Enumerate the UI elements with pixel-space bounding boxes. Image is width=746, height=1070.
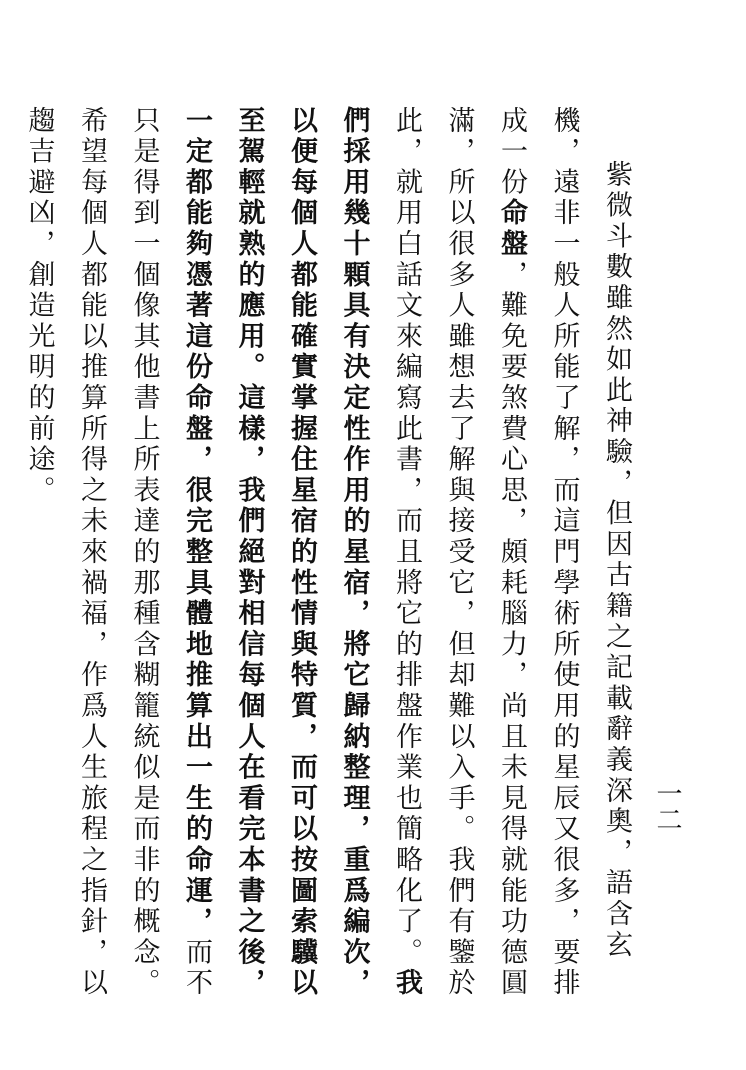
bold-text-segment: 命盤 [496,198,527,261]
text-segment: 而不只是得到一個像其他書上所表達的那種含糊籠統似是而非的概念。希望每個人都能以推算所得之未來禍福，作爲人生旅程之指針，以趨吉避凶，創造光明的前途。 [23,106,212,1000]
text-segment: 紫微斗數雖然如此神驗，但因古籍之記載辭義深奧，語含玄機，遠非一般人所能了解，而這門學術所使用的星辰又很多，要排成一份 [496,106,632,1000]
paragraph [12,106,642,1006]
text-segment: ，難免要煞費心思，頗耗腦力，尚且未見得就能功德圓滿，所以很多人雖想去了解與接受它，但却難以入手。我們有鑒於此，就用白話文來編寫此書，而且將它的排盤作業也簡略化了。 [391,106,527,1000]
page-number: 一二 [652,780,682,832]
bold-text-segment: 我們採用幾十顆具有決定性作用的星宿，將它歸納整理，重爲編次，以便每個人都能確實掌握住星宿的性情與特質，而可以按圖索驥以至駕輕就熟的應用。這樣，我們絕對相信每個人在看完本書之後，一定都能夠憑著這份命盤，很完整具體地推算出一生的命運， [181,106,422,1000]
body-text [12,106,642,1006]
